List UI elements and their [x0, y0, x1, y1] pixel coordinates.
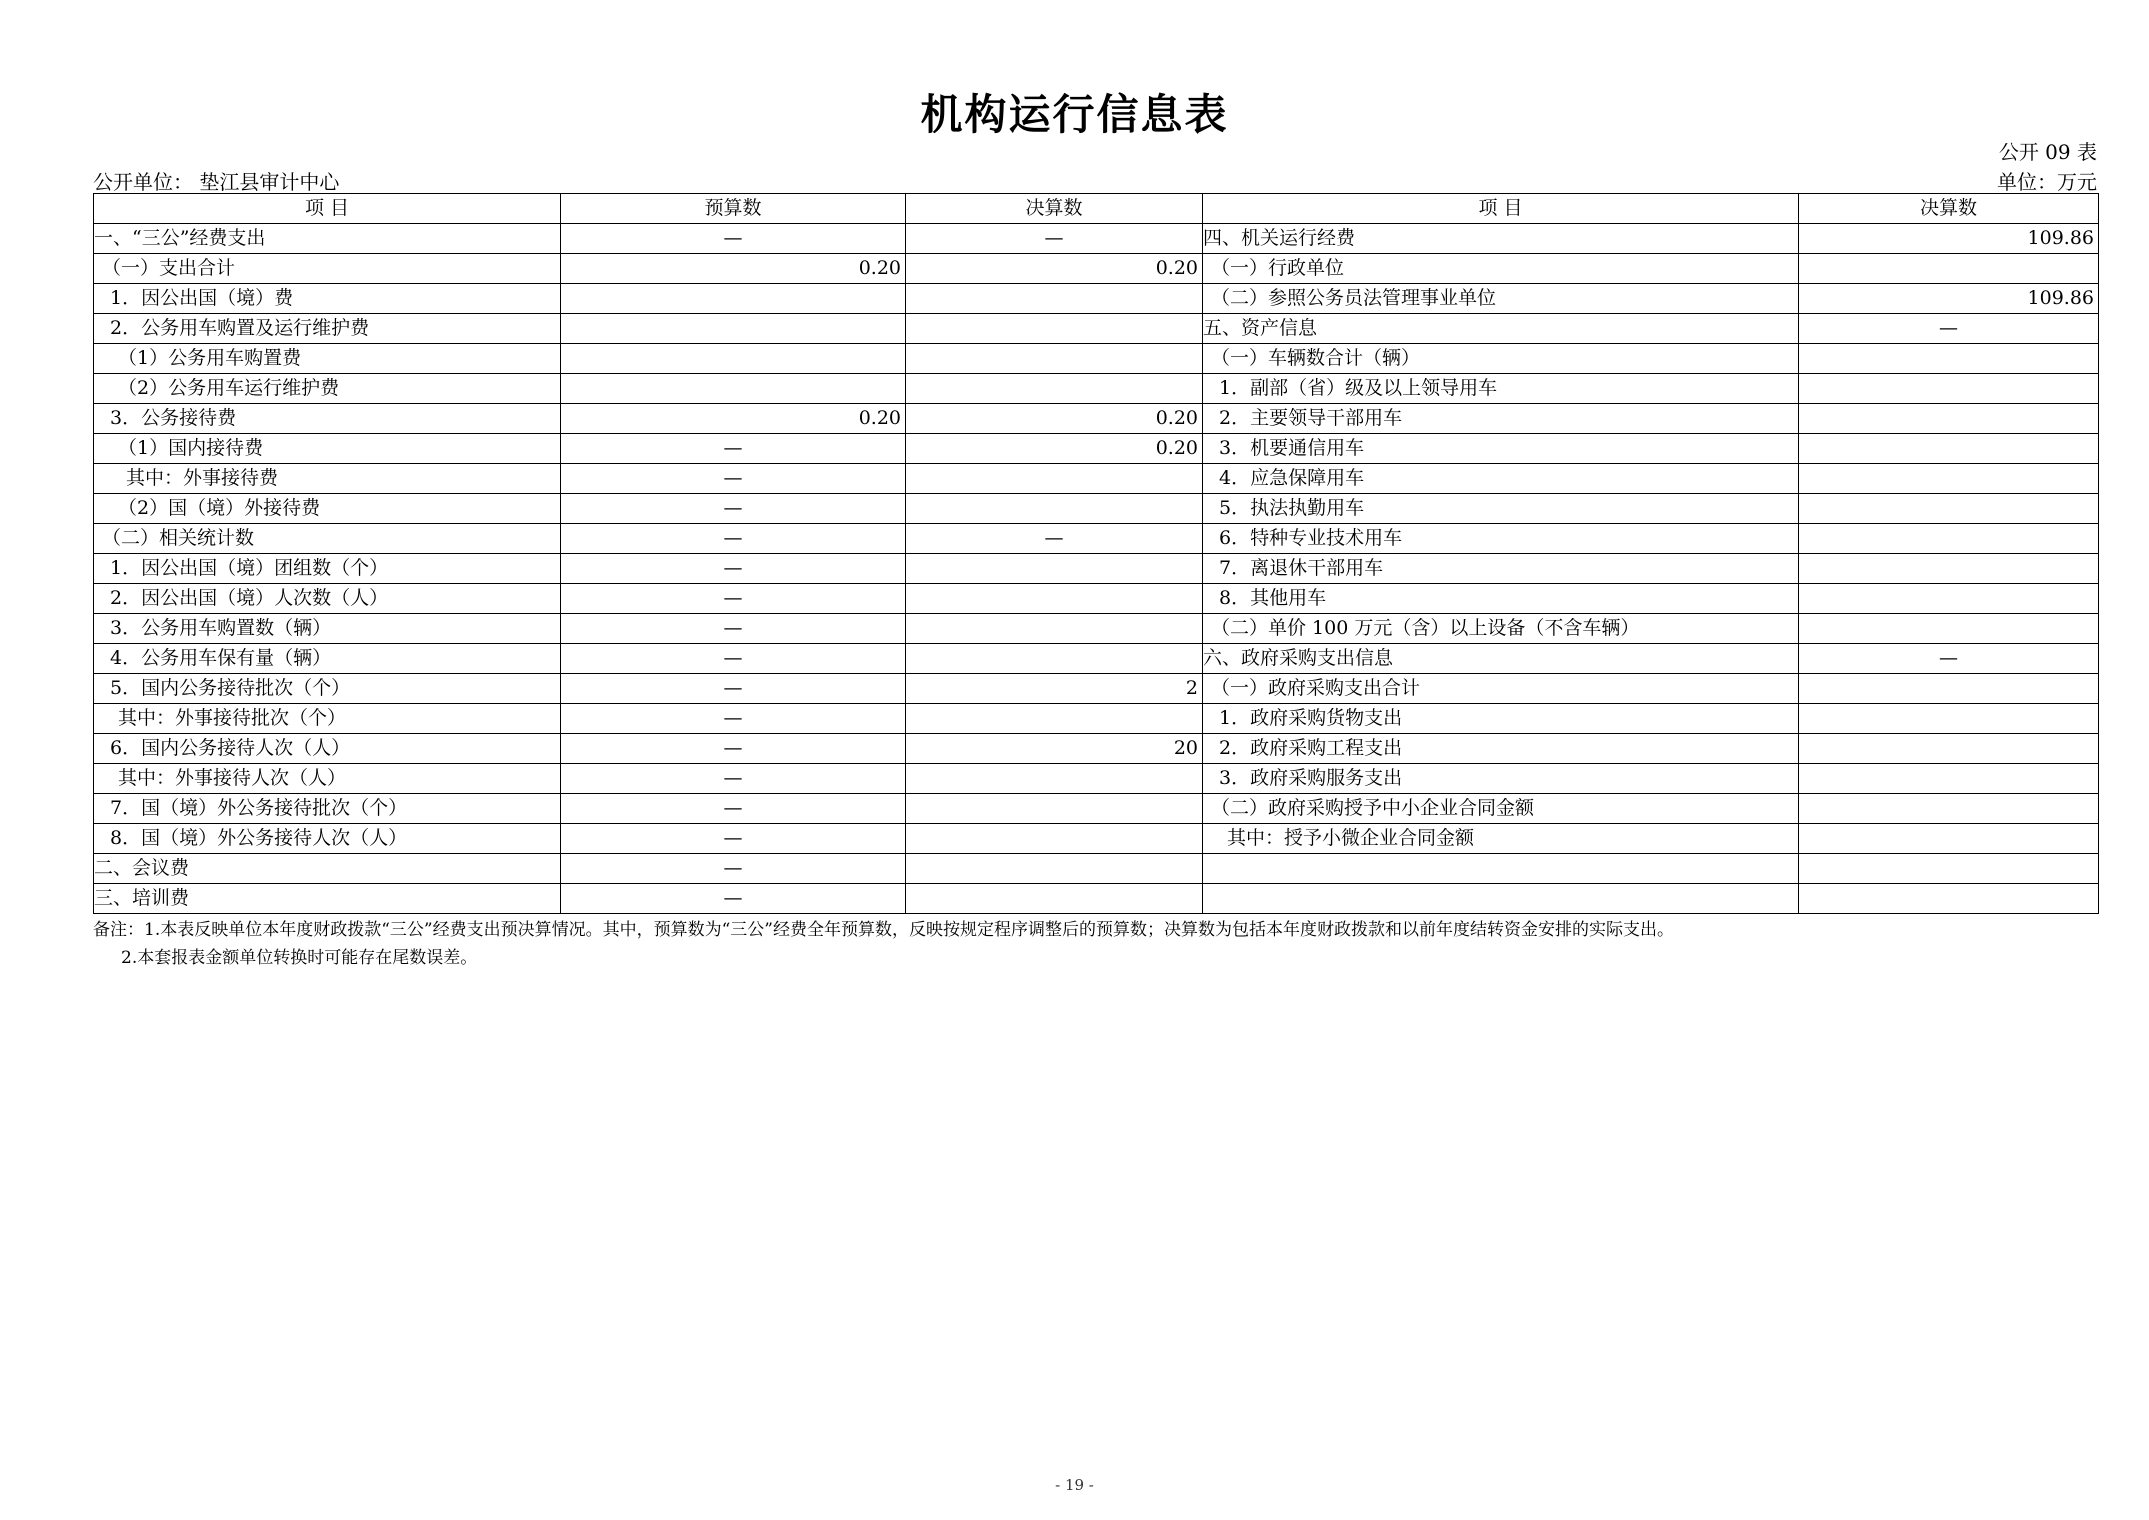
- final-cell: [906, 884, 1203, 914]
- item-cell: 4．公务用车保有量（辆）: [94, 644, 561, 674]
- budget-cell: —: [561, 674, 906, 704]
- final-cell-right: —: [1799, 644, 2099, 674]
- final-cell: [906, 584, 1203, 614]
- item-cell: 2．公务用车购置及运行维护费: [94, 314, 561, 344]
- table-row: [94, 464, 2099, 494]
- table-row: [94, 494, 2099, 524]
- final-cell: [906, 314, 1203, 344]
- final-cell: 0.20: [906, 404, 1203, 434]
- final-cell: [906, 494, 1203, 524]
- table-row: [94, 254, 2099, 284]
- item-cell-right: [1203, 854, 1799, 884]
- final-cell: [906, 344, 1203, 374]
- table-row: [94, 734, 2099, 764]
- item-cell: 其中：外事接待费: [94, 464, 561, 494]
- table-row: [94, 644, 2099, 674]
- table-row: [94, 794, 2099, 824]
- budget-cell: —: [561, 644, 906, 674]
- table-row: [94, 284, 2099, 314]
- item-cell-right: （二）政府采购授予中小企业合同金额: [1203, 794, 1799, 824]
- final-cell-right: [1799, 344, 2099, 374]
- table-body: [94, 224, 2099, 914]
- budget-cell: —: [561, 824, 906, 854]
- header-final-right: 决算数: [1799, 194, 2099, 224]
- final-cell-right: [1799, 704, 2099, 734]
- final-cell-right: [1799, 374, 2099, 404]
- header-budget: 预算数: [561, 194, 906, 224]
- item-cell-right: （一）车辆数合计（辆）: [1203, 344, 1799, 374]
- form-number: 公开 09 表: [1998, 140, 2097, 164]
- final-cell: [906, 854, 1203, 884]
- item-cell-right: （二）单价 100 万元（含）以上设备（不含车辆）: [1203, 614, 1799, 644]
- final-cell-right: [1799, 554, 2099, 584]
- budget-cell: —: [561, 884, 906, 914]
- notes: [93, 916, 1674, 972]
- table-row: [94, 614, 2099, 644]
- header-item: 项 目: [94, 194, 561, 224]
- table-row: [94, 554, 2099, 584]
- final-cell: [906, 644, 1203, 674]
- item-cell: 7．国（境）外公务接待批次（个）: [94, 794, 561, 824]
- table-row: [94, 404, 2099, 434]
- final-cell: —: [906, 524, 1203, 554]
- final-cell: [906, 824, 1203, 854]
- budget-cell: —: [561, 734, 906, 764]
- item-cell-right: 1．政府采购货物支出: [1203, 704, 1799, 734]
- final-cell-right: [1799, 614, 2099, 644]
- item-cell: 2．因公出国（境）人次数（人）: [94, 584, 561, 614]
- item-cell: 其中：外事接待批次（个）: [94, 704, 561, 734]
- currency-unit: 单位：万元: [1997, 170, 2097, 194]
- final-cell-right: [1799, 884, 2099, 914]
- final-cell: 0.20: [906, 434, 1203, 464]
- item-cell-right: 3．政府采购服务支出: [1203, 764, 1799, 794]
- item-cell-right: （二）参照公务员法管理事业单位: [1203, 284, 1799, 314]
- budget-cell: —: [561, 464, 906, 494]
- final-cell-right: —: [1799, 314, 2099, 344]
- page-title: 机构运行信息表: [920, 90, 1229, 139]
- final-cell-right: [1799, 524, 2099, 554]
- item-cell: 1．因公出国（境）费: [94, 284, 561, 314]
- item-cell-right: 4．应急保障用车: [1203, 464, 1799, 494]
- item-cell: 二、会议费: [94, 854, 561, 884]
- table-row: [94, 674, 2099, 704]
- budget-cell: 0.20: [561, 404, 906, 434]
- final-cell-right: [1799, 254, 2099, 284]
- item-cell: 3．公务用车购置数（辆）: [94, 614, 561, 644]
- budget-cell: —: [561, 854, 906, 884]
- item-cell-right: 2．政府采购工程支出: [1203, 734, 1799, 764]
- note-1: 备注：1.本表反映单位本年度财政拨款“三公”经费支出预决算情况。其中，预算数为“三公”经费全年预算数，反映按规定程序调整后的预算数；决算数为包括本年度财政拨款和以前年度结转资金安排的实际支出。: [93, 920, 1674, 940]
- item-cell-right: [1203, 884, 1799, 914]
- item-cell-right: 5．执法执勤用车: [1203, 494, 1799, 524]
- item-cell-right: 8．其他用车: [1203, 584, 1799, 614]
- final-cell-right: [1799, 824, 2099, 854]
- item-cell-right: 五、资产信息: [1203, 314, 1799, 344]
- table-row: [94, 824, 2099, 854]
- item-cell-right: 2．主要领导干部用车: [1203, 404, 1799, 434]
- info-table: [93, 193, 2099, 914]
- budget-cell: [561, 374, 906, 404]
- item-cell: 5．国内公务接待批次（个）: [94, 674, 561, 704]
- item-cell-right: 其中：授予小微企业合同金额: [1203, 824, 1799, 854]
- final-cell: [906, 794, 1203, 824]
- table-row: [94, 224, 2099, 254]
- page-number: - 19 -: [1055, 1476, 1094, 1494]
- table-row: [94, 584, 2099, 614]
- final-cell-right: [1799, 584, 2099, 614]
- note-2: 2.本套报表金额单位转换时可能存在尾数误差。: [121, 948, 478, 968]
- budget-cell: [561, 344, 906, 374]
- item-cell-right: （一）行政单位: [1203, 254, 1799, 284]
- header-item-right: 项 目: [1203, 194, 1799, 224]
- final-cell-right: [1799, 764, 2099, 794]
- budget-cell: —: [561, 434, 906, 464]
- final-cell: 2: [906, 674, 1203, 704]
- table-row: [94, 704, 2099, 734]
- final-cell: [906, 704, 1203, 734]
- table-row: [94, 524, 2099, 554]
- item-cell: 其中：外事接待人次（人）: [94, 764, 561, 794]
- table-row: [94, 344, 2099, 374]
- item-cell: 6．国内公务接待人次（人）: [94, 734, 561, 764]
- item-cell-right: 3．机要通信用车: [1203, 434, 1799, 464]
- final-cell-right: 109.86: [1799, 284, 2099, 314]
- final-cell: [906, 374, 1203, 404]
- reporting-unit: 公开单位： 垫江县审计中心: [93, 170, 340, 194]
- budget-cell: —: [561, 494, 906, 524]
- final-cell: [906, 284, 1203, 314]
- budget-cell: —: [561, 524, 906, 554]
- budget-cell: 0.20: [561, 254, 906, 284]
- item-cell: （二）相关统计数: [94, 524, 561, 554]
- item-cell: （2）国（境）外接待费: [94, 494, 561, 524]
- final-cell: [906, 764, 1203, 794]
- final-cell-right: [1799, 674, 2099, 704]
- item-cell: 三、培训费: [94, 884, 561, 914]
- item-cell-right: （一）政府采购支出合计: [1203, 674, 1799, 704]
- item-cell: （1）国内接待费: [94, 434, 561, 464]
- table-row: [94, 884, 2099, 914]
- final-cell-right: [1799, 464, 2099, 494]
- final-cell-right: 109.86: [1799, 224, 2099, 254]
- final-cell: [906, 614, 1203, 644]
- final-cell-right: [1799, 494, 2099, 524]
- final-cell-right: [1799, 404, 2099, 434]
- table-row: [94, 764, 2099, 794]
- final-cell-right: [1799, 734, 2099, 764]
- budget-cell: —: [561, 224, 906, 254]
- item-cell-right: 六、政府采购支出信息: [1203, 644, 1799, 674]
- item-cell: 一、“三公”经费支出: [94, 224, 561, 254]
- item-cell: 8．国（境）外公务接待人次（人）: [94, 824, 561, 854]
- item-cell: （1）公务用车购置费: [94, 344, 561, 374]
- budget-cell: —: [561, 794, 906, 824]
- table-row: [94, 434, 2099, 464]
- item-cell-right: 四、机关运行经费: [1203, 224, 1799, 254]
- final-cell: 20: [906, 734, 1203, 764]
- final-cell: [906, 554, 1203, 584]
- budget-cell: —: [561, 554, 906, 584]
- item-cell-right: 7．离退休干部用车: [1203, 554, 1799, 584]
- final-cell-right: [1799, 794, 2099, 824]
- table-row: [94, 854, 2099, 884]
- unit-row: [93, 166, 2097, 192]
- budget-cell: [561, 284, 906, 314]
- final-cell: —: [906, 224, 1203, 254]
- item-cell: （一）支出合计: [94, 254, 561, 284]
- budget-cell: [561, 314, 906, 344]
- table-row: [94, 374, 2099, 404]
- final-cell: 0.20: [906, 254, 1203, 284]
- table-row: [94, 314, 2099, 344]
- item-cell: 3．公务接待费: [94, 404, 561, 434]
- item-cell-right: 6．特种专业技术用车: [1203, 524, 1799, 554]
- header-final: 决算数: [906, 194, 1203, 224]
- budget-cell: —: [561, 584, 906, 614]
- budget-cell: —: [561, 704, 906, 734]
- final-cell-right: [1799, 434, 2099, 464]
- budget-cell: —: [561, 764, 906, 794]
- final-cell: [906, 464, 1203, 494]
- item-cell: （2）公务用车运行维护费: [94, 374, 561, 404]
- item-cell-right: 1．副部（省）级及以上领导用车: [1203, 374, 1799, 404]
- item-cell: 1．因公出国（境）团组数（个）: [94, 554, 561, 584]
- table-header-row: [94, 194, 2099, 224]
- final-cell-right: [1799, 854, 2099, 884]
- budget-cell: —: [561, 614, 906, 644]
